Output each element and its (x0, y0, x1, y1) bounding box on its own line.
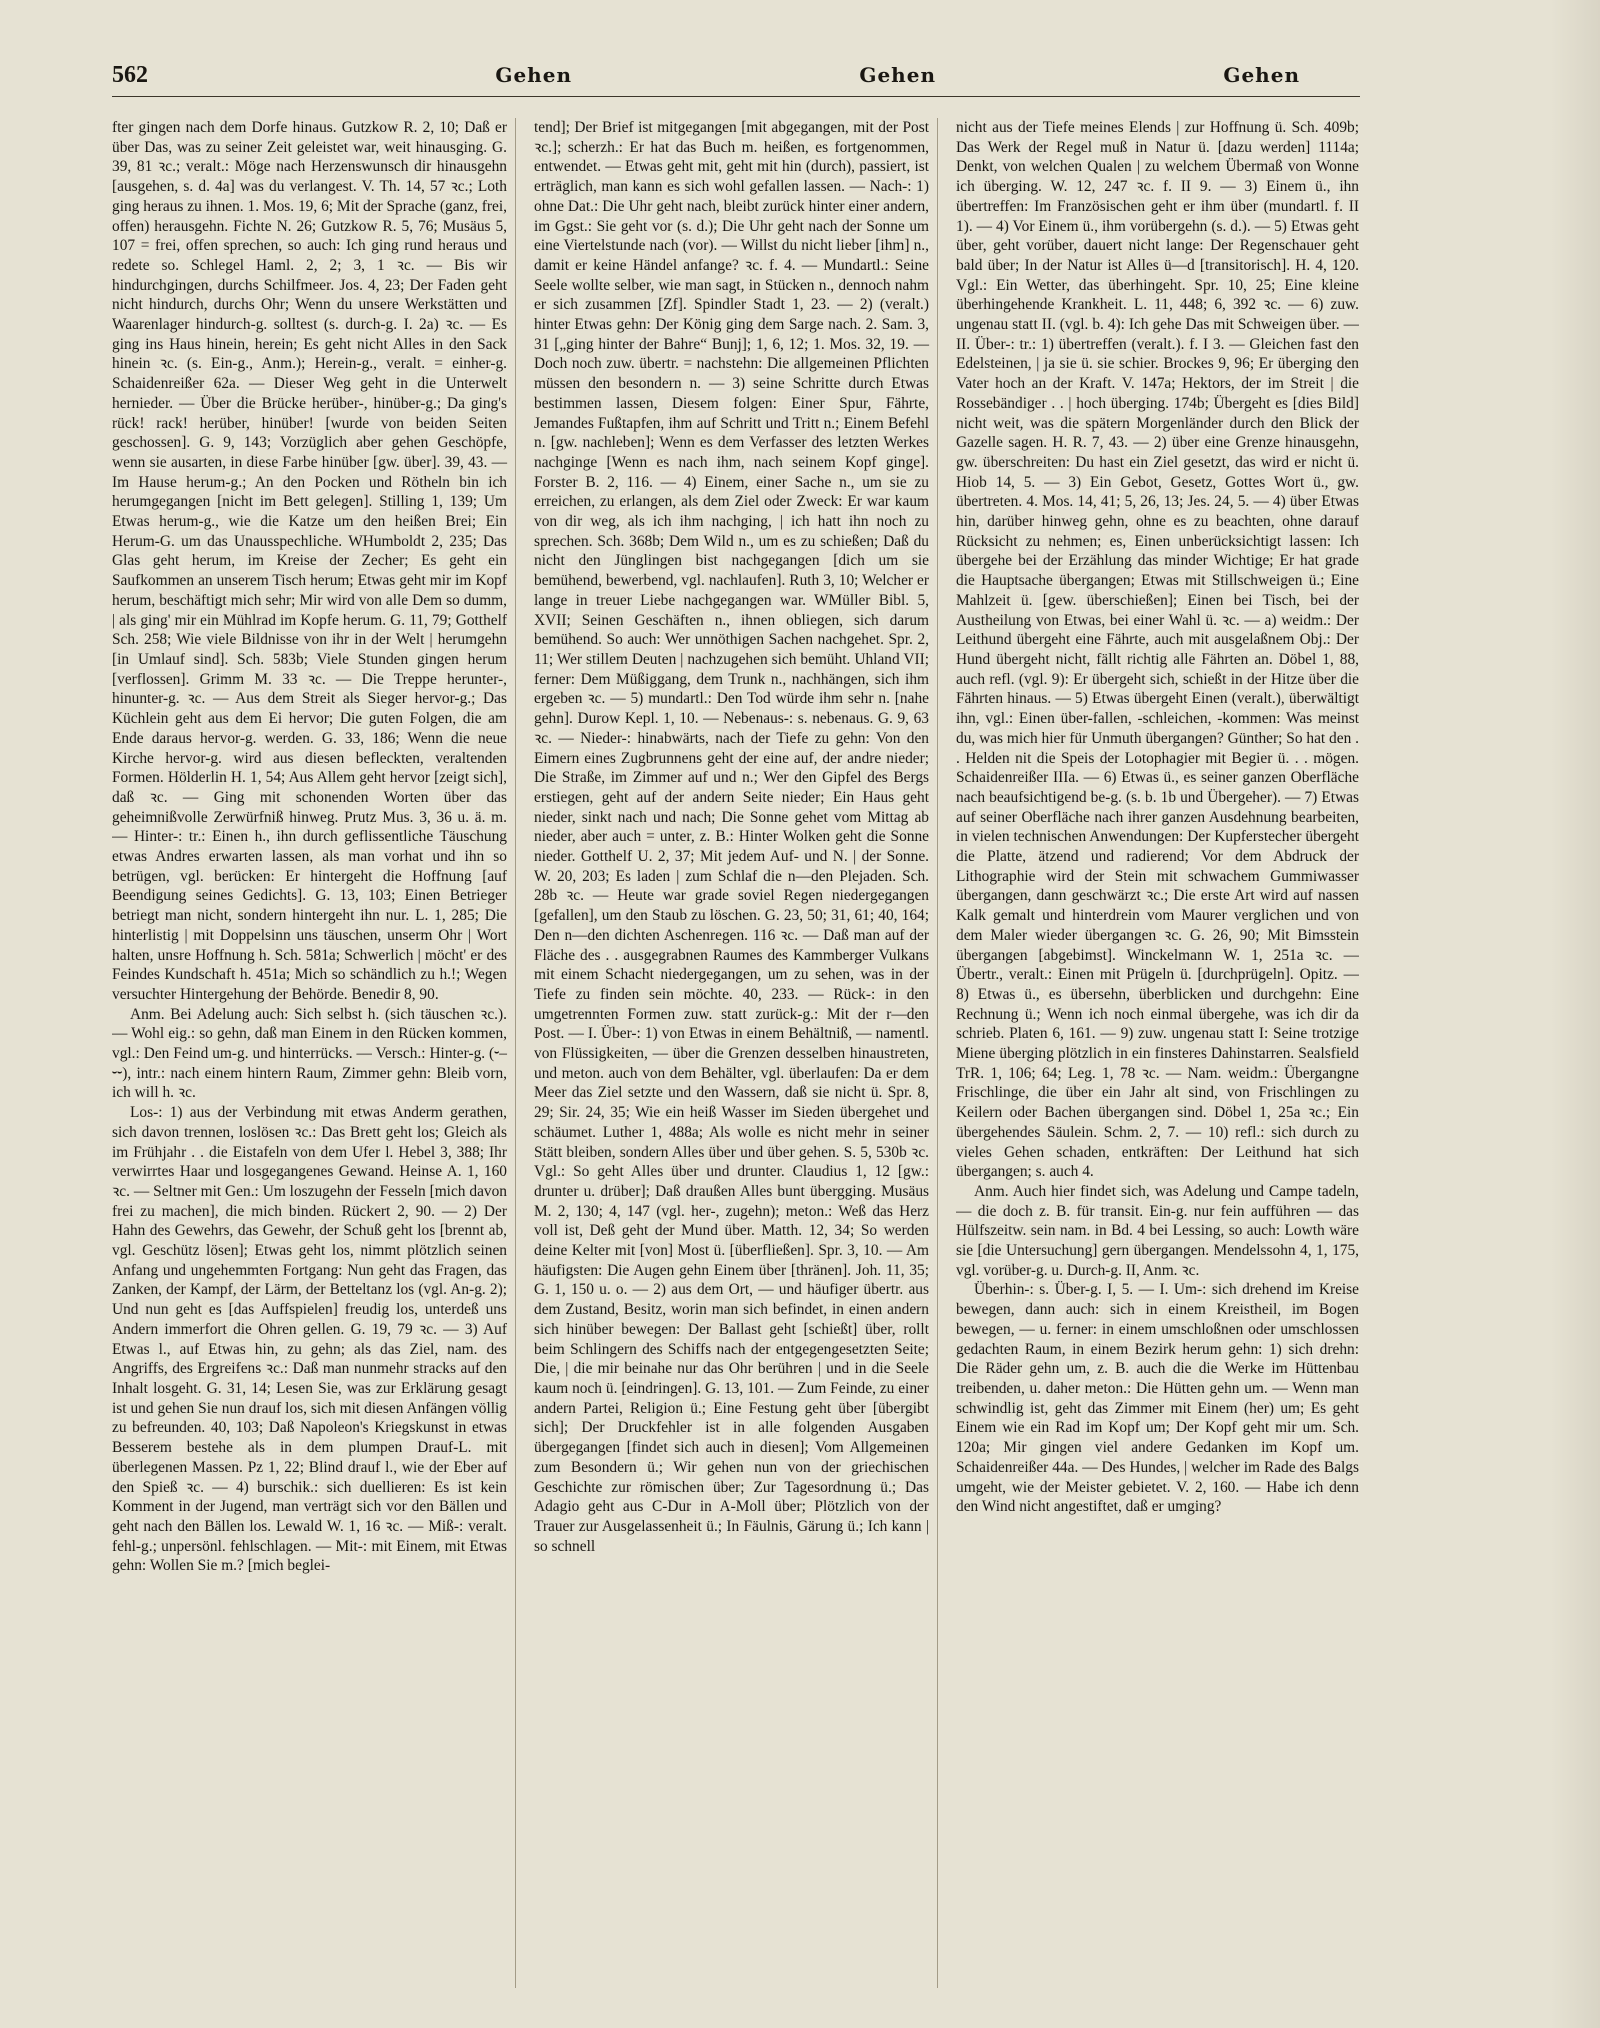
headword-left: Gehen (495, 63, 572, 87)
column-right-paragraph-3: Überhin-: s. Über-g. I, 5. — I. Um-: sich drehend im Kreise bewegen, dann auch: sich in einem Kreistheil, im Bogen bewegen, — u. ferner: in einem umschloßnen oder umschlossen gedachten Raum, in einem Bezirk herum gehn: 1) sich drehn: Die Räder gehn um, z. B. auch die die Werke im Hüttenbau treibenden, u. daher meton.: Die Hütten gehn um. — Wenn man schwindlig ist, geht das Zimmer mit Einem (her) um; Es geht Einem wie ein Rad im Kopf um; Der Kopf geht mir um. Sch. 120a; Mir gingen viel andere Gedanken im Kopf um. Schaidenreißer 44a. — Des Hundes, | welcher im Rade des Balgs umgeht, wie der Meister gebietet. V. 2, 160. — Habe ich denn den Wind nicht angestiftet, daß er umging? (956, 1281, 1359, 1516)
column-right-paragraph-1: nicht aus der Tiefe meines Elends | zur Hoffnung ü. Sch. 409b; Das Werk der Regel muß in Natur ü. [dazu werden] 1114a; Denkt, von welchen Qualen | zu welchem Übermaß von Wonne ich überging. W. 12, 247 ꝛc. f. II 9. — 3) Einem ü., ihn übertreffen: Im Französischen geht er ihm über (mundartl. f. II 1). — 4) Vor Einem ü., ihm vorübergehn (s. d.). — 5) Etwas geht über, geht vorüber, dauert nicht lange: Der Regenschauer geht bald über; In der Natur ist Alles ü—d [transitorisch]. H. 4, 120. Vgl.: Ein Wetter, das überhingeht. Spr. 10, 25; Eine kleine überhingehende Krankheit. L. 11, 448; 6, 392 ꝛc. — 6) zuw. ungenau statt II. (vgl. b. 4): Ich gehe Das mit Schweigen über. — II. Über-: tr.: 1) übertreffen (veralt.). f. I 3. — Gleichen fast den Edelsteinen, | ja sie ü. sie schier. Brockes 9, 96; Er überging den Vater hoch an der Kraft. V. 147a; Hektors, der im Streit | die Rossebändiger . . | hoch überging. 174b; Übergeht es [dies Bild] nicht weit, was die spätern Morgenländer durch den Blick der Gazelle sagen. H. R. 7, 43. — 2) über eine Grenze hinausgehn, gw. überschreiten: Du hast ein Ziel gesetzt, das wird er nicht ü. Hiob 14, 5. — 3) Ein Gebot, Gesetz, Gottes Wort ü., gw. übertreten. 4. Mos. 14, 41; 5, 26, 13; Jes. 24, 5. — 4) über Etwas hin, darüber hinweg gehn, ohne es zu beachten, ohne darauf Rücksicht zu nehmen; es, Einen unberücksichtigt lassen: Ich übergehe bei der Erzählung das minder Wichtige; Er hat grade die Hauptsache übergangen; Etwas mit Stillschweigen ü.; Eine Mahlzeit ü. [gew. überschießen]; Einen bei Tisch, bei der Austheilung von Etwas, bei einer Wahl ü. ꝛc. — a) weidm.: Der Leithund übergeht eine Fährte, auch mit ausgelaßnem Obj.: Der Hund übergeht nicht, fällt richtig alle Fährten an. Döbel 1, 88, auch refl. (vgl. 9): Er übergeht sich, schießt in der Hitze über die Fährten hinaus. — 5) Etwas übergeht Einen (veralt.), überwältigt ihn, vgl.: Einen über-fallen, -schleichen, -kommen: Was meinst du, was mich hier für Unmuth übergangen? Günther; So hat den . . Helden nit die Speis der Lotophagier mit Begier ü. . . mögen. Schaidenreißer IIIa. — 6) Etwas ü., es seiner ganzen Oberfläche nach beaufsichtigend be-g. (s. b. 1b und Übergeher). — 7) Etwas auf seiner Oberfläche nach ihrer ganzen Ausdehnung bearbeiten, in vielen technischen Anwendungen: Der Kupferstecher übergeht die Platte, ätzend und radierend; Vor dem Abdruck der Lithographie wird der Stein mit schwachem Gummiwasser übergangen, dann geschwärzt ꝛc.; Die erste Art wird auf nassen Kalk gemalt und hinterdrein vom Maurer verglichen und von dem Maler wieder übergangen ꝛc. G. 26, 90; Mit Bimsstein übergangen [abgebimst]. Winckelmann W. 1, 251a ꝛc. — Übertr., veralt.: Einen mit Prügeln ü. [durchprügeln]. Opitz. — 8) Etwas ü., es übersehn, überblicken und durchgehn: Eine Rechnung ü.; Wenn ich noch einmal übergehe, was ich dir da schrieb. Platen 6, 161. — 9) zuw. ungenau statt I: Seine trotzige Miene überging plötzlich in ein finsteres Dahinstarren. Sealsfield TrR. 1, 106; 64; Leg. 1, 78 ꝛc. — Nam. weidm.: Übergangne Frischlinge, die über ein Jahr alt sind, von Frischlingen zu Keilern oder Bachen übergangen sind. Döbel 1, 25a ꝛc.; Ein übergehendes Säulein. Schm. 2, 7. — 10) refl.: sich durch zu vieles Gehen schaden, entkräften: Der Leithund hat sich übergangen; s. auch 4. (956, 119, 1359, 1181)
page-number: 562 (112, 62, 148, 88)
running-header (112, 62, 1360, 97)
column-right-paragraph-2: Anm. Auch hier findet sich, was Adelung und Campe tadeln, — die doch z. B. für transit. Ein-g. nur fein aufführen — das Hülfszeitw. sein nam. in Bd. 4 bei Lessing, so auch: Lowth wäre sie [die Untersuchung] gern übergangen. Mendelssohn 4, 1, 175, vgl. vorüber-g. u. Durch-g. II, Anm. ꝛc. (956, 1182, 1359, 1279)
column-middle (534, 118, 938, 1988)
column-middle-paragraph-1: tend]; Der Brief ist mitgegangen [mit abgegangen, mit der Post ꝛc.]; scherzh.: Er hat das Buch m. heißen, es fortgenommen, entwendet. — Etwas geht mit, geht mit hin (durch), passiert, ist erträglich, man kann es sich wohl gefallen lassen. — Nach-: 1) ohne Dat.: Die Uhr geht nach, bleibt zurück hinter einer andern, im Ggst.: Sie geht vor (s. d.); Die Uhr geht nach der Sonne um eine Viertelstunde nach (vor). — Willst du nicht lieber [ihm] n., damit er keine Händel anfange? ꝛc. f. 4. — Mundartl.: Seine Seele wollte selber, wie man sagt, in Stücken n., dennoch nahm er sich zusammen [Zf]. Spindler Stadt 1, 23. — 2) (veralt.) hinter Etwas gehn: Der König ging dem Sarge nach. 2. Sam. 3, 31 [„ging hinter der Bahre“ Bunj]; 1, 6, 12; 1. Mos. 32, 19. — Doch noch zuw. übertr. = nachstehn: Die allgemeinen Pflichten müssen den besondern n. — 3) seine Schritte durch Etwas bestimmen lassen, Diesem folgen: Einer Spur, Fährte, Jemandes Fußtapfen, ihm auf Schritt und Tritt n.; Einem Befehl n. [gw. nachleben]; Wenn es dem Verfasser des letzten Werkes nachginge [Wenn es nach ihm, nach seinem Kopf ginge]. Forster B. 2, 116. — 4) Einem, einer Sache n., um sie zu erreichen, zu erlangen, als dem Ziel oder Zweck: Er war kaum von dir weg, als ich ihm nachging, | ich hatt ihn noch zu sprechen. Sch. 368b; Dem Wild n., um es zu schießen; Daß du nicht den Jünglingen bist nachgegangen [dich um sie bemühend, bewerbend, vgl. nachlaufen]. Ruth 3, 10; Welcher er lange in treuer Liebe nachgegangen war. WMüller Bibl. 5, XVII; Seinen Geschäften n., ihnen obliegen, sich darum bemühend. So auch: Wer unnöthigen Sachen nachgehet. Spr. 2, 11; Wer stillem Deuten | nachzugehen sich bemüht. Uhland VII; ferner: Dem Müßiggang, dem Trunk n., nachhängen, sich ihm ergeben ꝛc. — 5) mundartl.: Den Tod würde ihm sehr n. [nahe gehn]. Durow Kepl. 1, 10. — Nebenaus-: s. nebenaus. G. 9, 63 ꝛc. — Nieder-: hinabwärts, nach der Tiefe zu gehn: Von den Eimern eines Zugbrunnens geht der eine auf, der andre nieder; Die Straße, im Zimmer auf und n.; Wer den Gipfel des Bergs erstiegen, geht auf der andern Seite nieder; Ein Haus geht nieder, sinkt nach und nach; Die Sonne gehet vom Mittag ab nieder, aber auch = unter, z. B.: Hinter Wolken geht die Sonne nieder. Gotthelf U. 2, 37; Mit jedem Auf- und N. | der Sonne. W. 20, 203; Es laden | zum Schlaf die n—den Plejaden. Sch. 28b ꝛc. — Heute war grade soviel Regen niedergegangen [gefallen], um den Staub zu löschen. G. 23, 50; 31, 61; 40, 164; Den n—den dichten Aschenregen. 116 ꝛc. — Daß man auf der Fläche des . . ausgegrabnen Raumes des Kammberger Vulkans mit einem Schacht niedergegangen, um zu sehen, was in der Tiefe zu finden sein möchte. 40, 233. — Rück-: in den umgetrennten Formen zuw. statt zurück-g.: Mit der r—den Post. — I. Über-: 1) von Etwas in einem Behältniß, — namentl. von Flüssigkeiten, — über die Grenzen desselben hinaustreten, und meton. auch von dem Behälter, vgl. überlaufen: Da er dem Meer das Ziel setzte und den Wassern, daß sie nicht ü. Spr. 8, 29; Sir. 24, 35; Wie ein heiß Wasser im Sieden übergehet und schäumet. Luther 1, 488a; Als wolle es nicht mehr in seiner Stätt bleiben, sondern Alles über und über gehen. S. 5, 530b ꝛc. Vgl.: So geht Alles über und drunter. Claudius 1, 12 [gw.: drunter u. drüber]; Daß draußen Alles bunt übergging. Musäus M. 2, 130; 4, 147 (vgl. her-, zugehn); meton.: Weß das Herz voll ist, Deß geht der Mund über. Matth. 12, 34; So werden deine Kelter mit [von] Most ü. [überfließen]. Spr. 3, 10. — Am häufigsten: Die Augen gehn Einem über [thränen]. Joh. 11, 35; G. 1, 150 u. o. — 2) aus dem Ort, — und häufiger übertr. aus dem Zustand, Besitz, worin man sich befindet, in einen andern sich hinüber bewegen: Der Ballast geht [schießt] über, rollt beim Schlingern des Schiffs nach der entgegengesetzten Seite; Die, | die mir beinahe nur das Ohr berühren | und in die Seele kaum noch ü. [eindringen]. G. 13, 101. — Zum Feinde, zu einer andern Partei, Religion ü.; Eine Festung geht über [übergibt sich]; Der Druckfehler ist in alle folgenden Ausgaben übergegangen [findet sich auch in diesen]; Vom Allgemeinen zum Besondern ü.; Wir gehen nun von der griechischen Geschichte zur römischen über; Zur Tagesordnung ü.; Das Adagio geht aus C-Dur in A-Moll über; Plötzlich von der Trauer zur Ausgelassenheit ü.; In Fäulnis, Gärung ü.; Ich kann | so schnell (534, 119, 929, 1555)
column-right (956, 118, 1360, 1988)
headword-right: Gehen (1223, 63, 1300, 87)
column-left-paragraph-3: Los-: 1) aus der Verbindung mit etwas Anderm gerathen, sich davon trennen, loslösen ꝛc.: Das Brett geht los; Gleich als im Frühjahr . . die Eistafeln von dem Ufer l. Hebel 3, 388; Ihr verwirrtes Haar und losgegangenes Gewand. Heinse A. 1, 160 ꝛc. — Seltner mit Gen.: Um loszugehn der Fesseln [mich davon frei zu machen], die mich binden. Rückert 2, 90. — 2) Der Hahn des Gewehrs, das Gewehr, der Schuß geht los [brennt ab, vgl. Geschütz lösen]; Etwas geht los, nimmt plötzlich seinen Anfang und ungehemmten Fortgang: Nun geht das Fragen, das Zanken, der Kampf, der Lärm, der Betteltanz los (vgl. An-g. 2); Und nun geht es [das Auffspielen] freudig los, unterdeß uns Andern immerfort die Ohren gellen. G. 19, 79 ꝛc. — 3) Auf Etwas l., auf Etwas hin, zu gehn; als das Ziel, nam. des Angriffs, des Ergreifens ꝛc.: Daß man nunmehr stracks auf den Inhalt losgeht. G. 31, 14; Lesen Sie, was zur Erklärung gesagt ist und gehen Sie nun drauf los, sich mit diesen Anfängen völlig zu befreunden. 40, 103; Daß Napoleon's Kriegskunst in etwas Besserem bestehe als in dem plumpen Drauf-L. mit überlegenen Massen. Pz 1, 22; Blind drauf l., wie der Eber auf den Spieß ꝛc. — 4) burschik.: sich duellieren: Es ist kein Komment in der Jugend, man verträgt sich vor den Bällen und geht nach den Bällen los. Lewald W. 1, 16 ꝛc. — Miß-: veralt. fehl-g.; unpersönl. fehlschlagen. — Mit-: mit Einem, mit Etwas gehn: Wollen Sie m.? [mich beglei- (112, 1104, 507, 1575)
column-left-paragraph-1: fter gingen nach dem Dorfe hinaus. Gutzkow R. 2, 10; Daß er über Das, was zu seiner Zeit geleistet war, weit hinausging. G. 39, 81 ꝛc.; veralt.: Möge nach Herzenswunsch dir hinausgehn [ausgehen, s. d. 4a] was du verlangest. V. Th. 14, 57 ꝛc.; Loth ging heraus zu ihnen. 1. Mos. 19, 6; Mit der Sprache (ganz, frei, offen) herausgehn. Fichte N. 26; Gutzkow R. 5, 76; Musäus 5, 107 = frei, offen sprechen, so auch: Ich ging rund heraus und redete so. Schlegel Haml. 2, 2; 3, 1 ꝛc. — Bis wir hindurchgingen, durchs Schilfmeer. Jos. 4, 23; Der Faden geht nicht hindurch, durchs Ohr; Wenn du unsere Werkstätten und Waarenlager hindurch-g. solltest (s. durch-g. I. 2a) ꝛc. — Es ging ins Haus hinein, herein; Es geht nicht Alles in den Sack hinein ꝛc. (s. Ein-g., Anm.); Herein-g., veralt. = einher-g. Schaidenreißer 62a. — Dieser Weg geht in die Unterwelt hernieder. — Über die Brücke herüber-, hinüber-g.; Da ging's rück! rack! herüber, hinüber! [wurde von beiden Seiten geschossen]. G. 9, 143; Vorzüglich aber gehen Geschöpfe, wenn sie ausarten, in diese Farbe hinüber [gw. über]. 39, 43. — Im Hause herum-g.; An den Pocken und Rötheln bin ich herumgegangen [nicht im Bett gelegen]. Stilling 1, 139; Um Etwas herum-g., wie die Katze um den heißen Brei; Ein Herum-G. um das Unausspechliche. WHumboldt 2, 235; Das Glas geht herum, im Kreise der Zecher; Es geht ein Saufkommen an unserem Tisch herum; Etwas geht mir im Kopf herum, beschäftigt mich sehr; Mir wird von alle Dem so dumm, | als ging' mir ein Mühlrad im Kopfe herum. G. 11, 79; Gotthelf Sch. 258; Wie viele Bildnisse von ihr in der Welt | herumgehn [in Umlauf sind]. Sch. 583b; Viele Stunden gingen herum [verflossen]. Grimm M. 33 ꝛc. — Die Treppe herunter-, hinunter-g. ꝛc. — Aus dem Streit als Sieger hervor-g.; Das Küchlein geht aus dem Ei hervor; Die guten Folgen, die am Ende daraus hervor-g. werden. G. 33, 186; Wenn die neue Kirche hervor-g. wird aus diesen befleckten, veraltenden Formen. Hölderlin H. 1, 54; Aus Allem geht hervor [zeigt sich], daß ꝛc. — Ging mit schonenden Worten über das geheimnißvolle Zerwürfniß hinweg. Prutz Mus. 3, 36 u. ä. m. — Hinter-: tr.: Einen h., ihn durch geflissentliche Täuschung etwas Andres erwarten lassen, als man vorhat und ihn so betrügen, vgl. berücken: Er hintergeht die Hoffnung [auf Beendigung seines Gedichts]. G. 13, 103; Einen Betrieger betriegt man nicht, sondern hintergeht ihn nur. L. 1, 285; Die hinterlistig | mit Doppelsinn uns täuschen, unserm Ohr | Wort halten, unsre Hoffnung h. Sch. 581a; Schwerlich | möcht' er des Feindes Kundschaft h. 451a; Mich so schändlich zu h.!; Wegen versuchter Hintergehung der Behörde. Benedir 8, 90. (112, 119, 507, 1003)
column-left-paragraph-2: Anm. Bei Adelung auch: Sich selbst h. (sich täuschen ꝛc.). — Wohl eig.: so gehn, daß man Einem in den Rücken kommen, vgl.: Den Feind um-g. und hinterrücks. — Versch.: Hinter-g. (⏑–⏑⏑), intr.: nach einem hintern Raum, Zimmer gehn: Bleib vorn, ich will h. ꝛc. (112, 1005, 507, 1102)
column-left (112, 118, 516, 1988)
headword-center: Gehen (859, 63, 936, 87)
page-fold-shadow (1550, 0, 1600, 2028)
text-columns (112, 118, 1360, 1988)
